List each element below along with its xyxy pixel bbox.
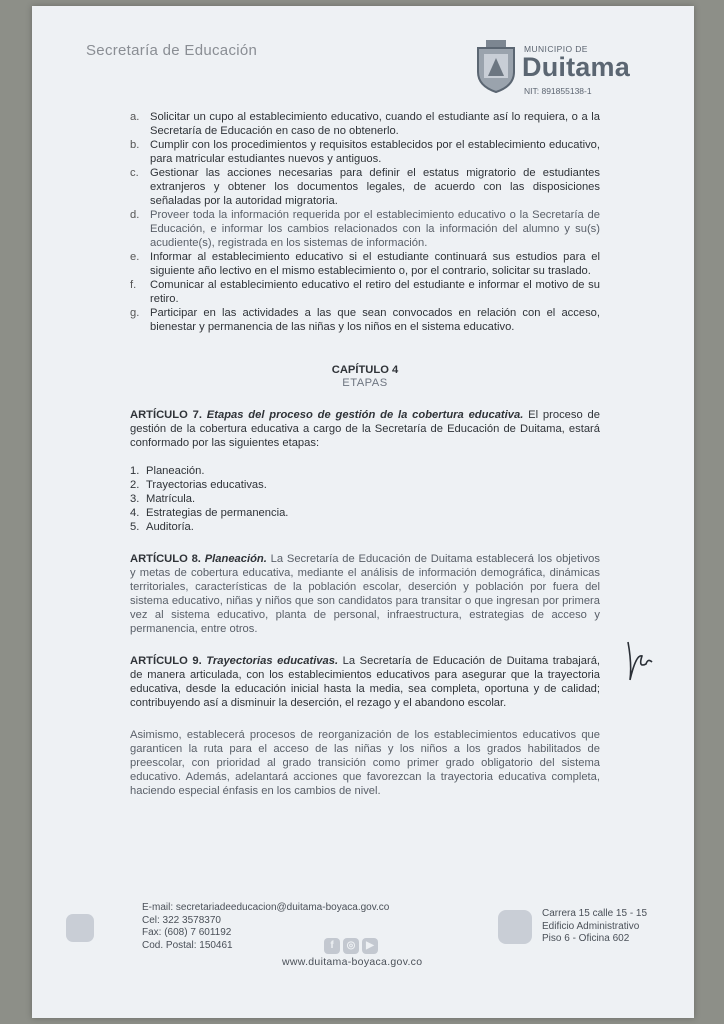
- article-label: ARTÍCULO 7.: [130, 409, 202, 421]
- article-7: [130, 408, 600, 450]
- list-item: f. Comunicar al establecimiento educativo el retiro del estudiante e informar el motivo de su retiro.: [130, 279, 600, 305]
- instagram-icon: ◎: [343, 938, 359, 954]
- article-8: [130, 552, 600, 636]
- address-line: Edificio Administrativo: [542, 920, 640, 932]
- address-line: Carrera 15 calle 15 - 15: [542, 908, 648, 919]
- list-item: e. Informar al establecimiento educativo si el estudiante continuará sus estudios para el siguiente año lectivo en el mismo establecimiento o, por el contrario, solicitar su traslado.: [130, 251, 600, 277]
- document-page: [32, 6, 694, 1018]
- article-text: La Secretaría de Educación de Duitama establecerá los objetivos y metas de cobertura educativa, mediante el análisis de información demográfica, dinámicas territoriales, características de la población escolar, deserción y población por fuera del sistema educativo, niñas y niños que son candidatos para transitar o que ingresan por primera vez al sistema educativo, planta de personal, infraestructura, estrategias de acceso y permanencia, entre otros.: [130, 553, 601, 635]
- footer-fax: Fax: (608) 7 601192: [142, 927, 232, 938]
- logo-municipio: MUNICIPIO DE: [524, 44, 588, 54]
- address-line: Piso 6 - Oficina 602: [542, 933, 630, 944]
- footer-address: [542, 908, 647, 946]
- stages-list: [130, 464, 600, 534]
- list-item: 4. Estrategias de permanencia.: [130, 507, 289, 519]
- chapter-subtitle: ETAPAS: [342, 377, 388, 389]
- logo-city-name: Duitama: [522, 52, 630, 82]
- obligations-list: [130, 110, 600, 334]
- list-item: 5. Auditoría.: [130, 521, 194, 533]
- footer-postal: Cod. Postal: 150461: [142, 939, 233, 951]
- article-heading: Trayectorias educativas.: [206, 655, 339, 667]
- list-item: b. Cumplir con los procedimientos y requisitos establecidos por el establecimiento educativo, para matricular estudiantes nuevos y antiguos.: [130, 139, 600, 165]
- list-item: 3. Matrícula.: [130, 493, 196, 505]
- list-item: 1. Planeación.: [130, 465, 205, 477]
- municipality-logo: [474, 32, 654, 100]
- article-heading: Etapas del proceso de gestión de la cobertura educativa.: [206, 409, 524, 421]
- list-item: a. Solicitar un cupo al establecimiento educativo, cuando el estudiante así lo requiera, o a la Secretaría de Educación en caso de no obtenerlo.: [130, 111, 600, 137]
- coat-of-arms-icon: [474, 38, 518, 94]
- footer-website: www.duitama-boyaca.gov.co: [282, 956, 423, 968]
- paragraph-asimismo: Asimismo, establecerá procesos de reorganización de los establecimientos educativos que garanticen la ruta para el acceso de las niñas y los niños a los grados habilitados de preescolar, con prioridad al grado transición como primer grado obligatorio del sistema educativo. Además, adelantará acciones que favorezcan la trayectoria educativa completa, haciendo especial énfasis en los cambios de nivel.: [130, 729, 600, 797]
- list-item: c. Gestionar las acciones necesarias para definir el estatus migratorio de estudiantes extranjeros y obtener los documentos legales, de acuerdo con las disposiciones señaladas por la autoridad migratoria.: [130, 167, 600, 207]
- article-label: ARTÍCULO 8.: [130, 553, 201, 565]
- phone-icon: [66, 914, 94, 942]
- document-body: [130, 110, 600, 809]
- list-item: 2. Trayectorias educativas.: [130, 479, 267, 491]
- signature-mark: [622, 634, 658, 694]
- logo-nit: NIT: 891855138-1: [524, 86, 592, 96]
- article-9: [130, 654, 600, 710]
- chapter-heading: [130, 364, 600, 390]
- facebook-icon: f: [324, 938, 340, 954]
- location-pin-icon: [498, 910, 532, 944]
- header-secretaria: Secretaría de Educación: [86, 42, 258, 59]
- list-item: g. Participar en las actividades a las que sean convocados en relación con el acceso, bienestar y permanencia de las niñas y los niños en el sistema educativo.: [130, 307, 600, 333]
- youtube-icon: ▶: [362, 938, 378, 954]
- article-heading: Planeación.: [204, 553, 267, 565]
- article-text: La Secretaría de Educación de Duitama trabajará, de manera articulada, con los establecimientos educativos para asegurar que la trayectoria educativa, desde la educación inicial hasta la media, sea completa, oportuna y de calidad; contribuyendo así a disminuir la deserción, el rezago y el abandono escolar.: [130, 655, 601, 709]
- footer-cel: Cel: 322 3578370: [142, 914, 221, 926]
- footer-email: E-mail: secretariadeeducacion@duitama-boyaca.gov.co: [142, 902, 390, 913]
- article-label: ARTÍCULO 9.: [130, 655, 202, 667]
- social-icons: [324, 935, 381, 954]
- list-item: d. Proveer toda la información requerida por el establecimiento educativo o la Secretaría de Educación, e informar los cambios relacionados con la información del alumno y su(s) acudiente(s), registrada en los sistemas de información.: [130, 209, 600, 249]
- chapter-title: CAPÍTULO 4: [331, 364, 399, 376]
- article-text: El proceso de gestión de la cobertura educativa a cargo de la Secretaría de Educación de Duitama, estará conformado por las siguientes etapas:: [130, 409, 600, 449]
